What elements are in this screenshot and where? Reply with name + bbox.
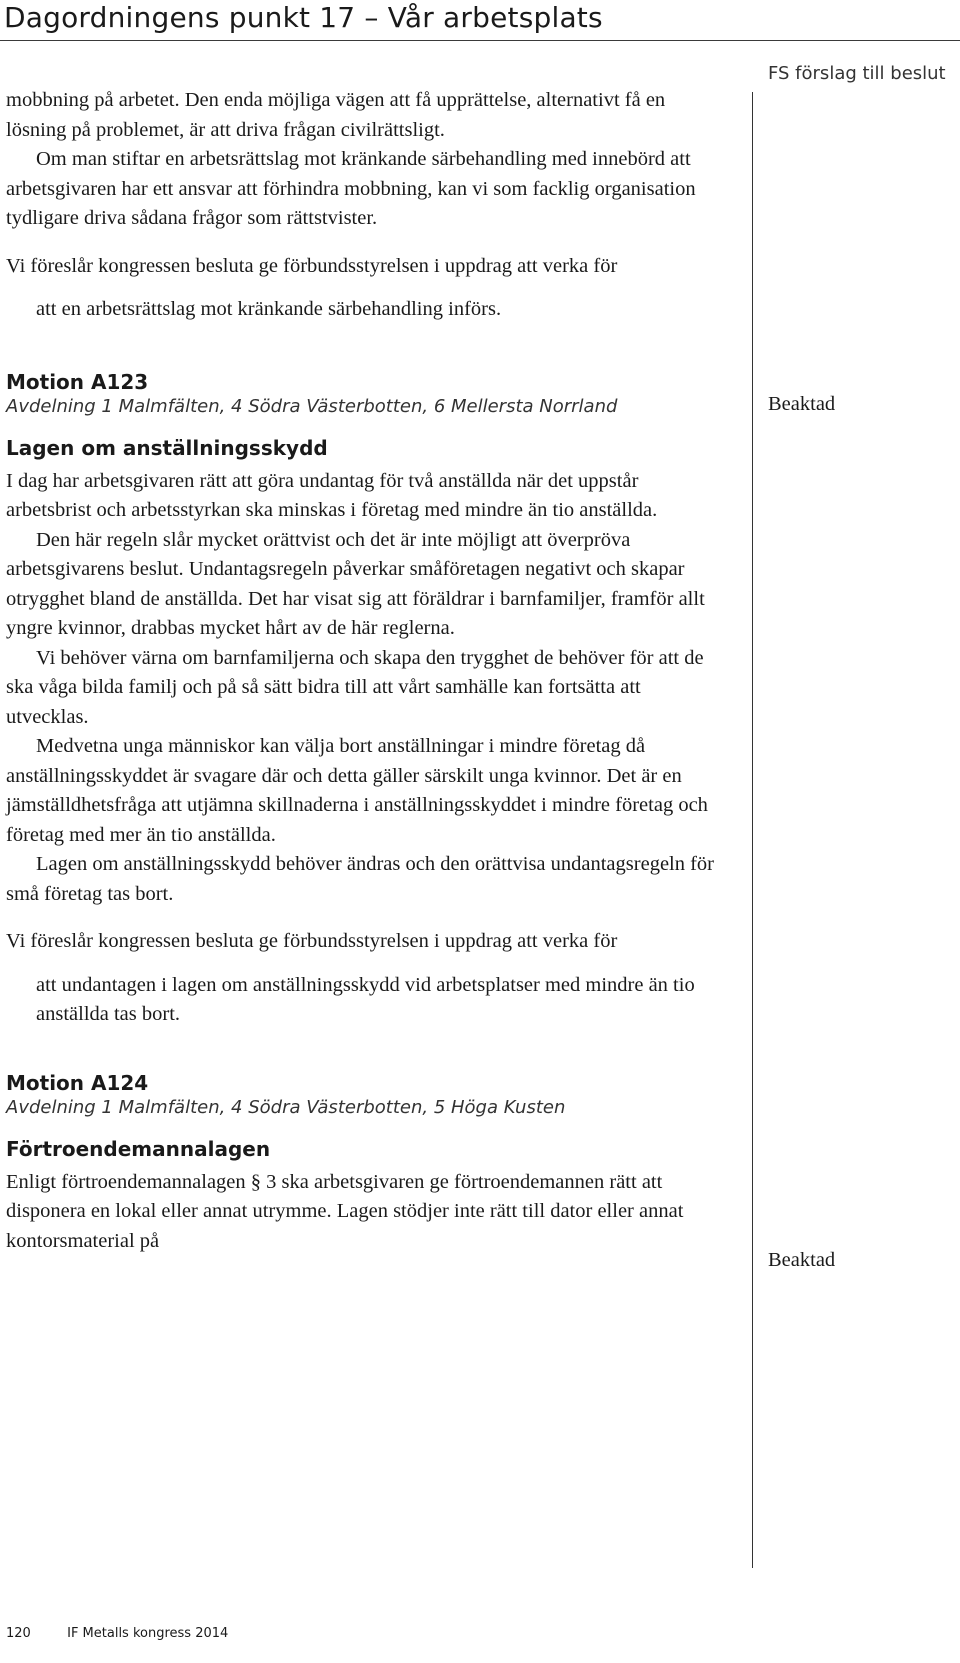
motion-a123-paragraph-5: Lagen om anställningsskydd behöver ändras och den orättvisa undantagsregeln för små företag tas bort. (6, 853, 715, 905)
motion-a123-submitters: Avdelning 1 Malmfälten, 4 Södra Västerbotten, 6 Mellersta Norrland (6, 395, 618, 417)
main-content (6, 86, 726, 1256)
continuation-paragraph-1: mobbning på arbetet. Den enda möjliga vägen att få upprättelse, alternativt få en lösning på problemet, är att driva frågan civilrättsligt. (6, 89, 666, 141)
motion-a123-proposal: Vi föreslår kongressen besluta ge förbundsstyrelsen i uppdrag att verka för (6, 930, 618, 952)
motion-a124-heading: Förtroendemannalagen (6, 1136, 271, 1161)
motion-a123-att-clause: att undantagen i lagen om anställningsskydd vid arbetsplatser med mindre än tio anställda tas bort. (36, 973, 695, 1025)
decision-a122-beaktad: Beaktad (768, 393, 836, 415)
decision-a123-beaktad: Beaktad (768, 1249, 836, 1271)
page-title: Dagordningens punkt 17 – Vår arbetsplats (4, 1, 603, 34)
sidebar-divider (752, 92, 753, 1568)
motion-a123-heading: Lagen om anställningsskydd (6, 435, 328, 460)
continuation-proposal: Vi föreslår kongressen besluta ge förbundsstyrelsen i uppdrag att verka för (6, 254, 618, 277)
sidebar-title: FS förslag till beslut (768, 63, 946, 84)
page-number: 120 (6, 1626, 31, 1641)
motion-a123-paragraph-4: Medvetna unga människor kan välja bort anställningar i mindre företag då anställningsskyddet är svagare där och detta gäller särskilt unga kvinnor. Det är en jämställdhetsfråga att utjämna skillnaderna i anställningsskyddet i mindre företag och företag med mer än tio anställda. (6, 735, 708, 846)
publication-name: IF Metalls kongress 2014 (67, 1626, 229, 1641)
motion-a124-submitters: Avdelning 1 Malmfälten, 4 Södra Västerbotten, 5 Höga Kusten (6, 1096, 566, 1118)
motion-a123-paragraph-3: Vi behöver värna om barnfamiljerna och skapa den trygghet de behöver för att de ska våga bilda familj och på så sätt bidra till att vårt samhälle kan fortsätta att utvecklas. (6, 646, 704, 728)
continuation-att-clause: att en arbetsrättslag mot kränkande särbehandling införs. (36, 298, 502, 320)
continuation-paragraph-2: Om man stiftar en arbetsrättslag mot kränkande särbehandling med innebörd att arbetsgivaren har ett ansvar att förhindra mobbning, kan vi som facklig organisation tydligare driva sådana frågor som rättstvister. (6, 148, 696, 229)
motion-a123-paragraph-2: Den här regeln slår mycket orättvist och det är inte möjligt att överpröva arbetsgivarens beslut. Undantagsregeln påverkar småföretagen negativt och skapar otrygghet bland de anställda. Det har visat sig att föräldrar i barnfamiljer, framför allt yngre kvinnor, drabbas mycket hårt av de här reglerna. (6, 528, 705, 639)
motion-a123-title: Motion A123 (6, 369, 149, 394)
motion-a124-paragraph-1: Enligt förtroendemannalagen § 3 ska arbetsgivaren ge förtroendemannen rätt att disponera en lokal eller annat utrymme. Lagen stödjer inte rätt till dator eller annat kontorsmaterial på (6, 1170, 684, 1252)
page-footer (6, 1625, 228, 1643)
motion-a124-title: Motion A124 (6, 1070, 149, 1095)
header-divider (0, 40, 960, 41)
motion-a123-paragraph-1: I dag har arbetsgivaren rätt att göra undantag för två anställda när det uppstår arbetsbrist och arbetsstyrkan ska minskas i företag med mindre än tio anställda. (6, 469, 658, 521)
